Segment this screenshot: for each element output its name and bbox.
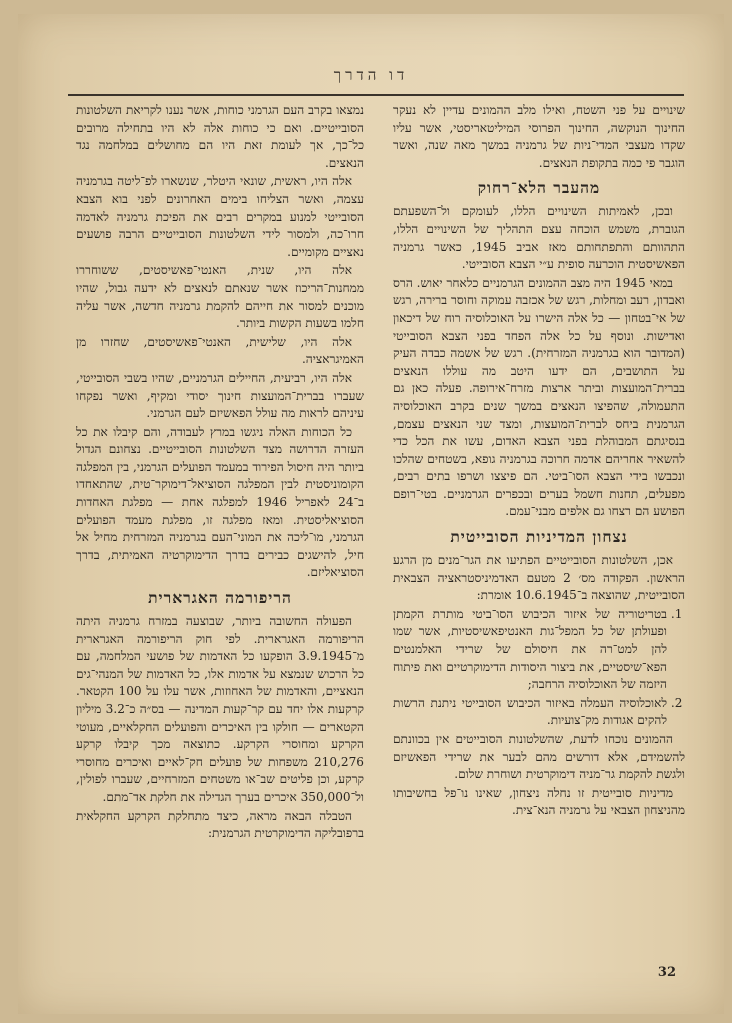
book-page [18, 14, 724, 1014]
section-heading-soviet-policy: נצחון המדיניות הסובייטית [450, 527, 628, 547]
paragraph: ובכן, לאמיתות השינויים הללו, לעומקם ול־השפעתם הגוברת, משמש הוכחה עצם התהליך של השינויים הללו, התהוותם והתפתחותם מאז אביב 1945, כאשר גרמניה הפאשיסטית הוכרעה סופית ע״י הצבא הסובייטי. [393, 204, 685, 272]
paragraph: אלה היו, שלישית, האנטי־פאשיסטים, שחזרו מן האמיגראציה. [76, 334, 364, 367]
running-head: דו הדרך [333, 66, 409, 84]
paragraph: מדיניות סובייטית זו נחלה ניצחון, שאינו נו־פל בחשיבותו מהניצחון הצבאי על גרמניה הנא־צית. [393, 785, 685, 818]
left-column [76, 102, 364, 982]
paragraph: אלה היו, שנית, האנטי־פאשיסטים, ששוחררו ממחנות־הריכוז אשר שנאתם לנאצים לא ידעה גבול, שהיו מוכנים למסור את חייהם להקמת גרמניה חדשה, אשר עליה חלמו בשעות הקשות ביותר. [76, 263, 364, 331]
right-column [393, 102, 685, 972]
page-number: 32 [657, 965, 676, 980]
paragraph: אכן, השלטונות הסובייטיים הפתיעו את הגר־מנים מן הרגע הראשון. הפקודה מס׳ 2 מטעם האדמיניסטראציה הצבאית הסובייטית, שהוצאה ב־10.6.1945 אומרת: [393, 553, 685, 603]
order-list [393, 606, 685, 730]
paragraph: במאי 1945 היה מצב ההמונים הגרמניים כלאחר יאוש. הרס ואבדון, רעב ומחלות, רגש של אכזבה עמוקה וחוסר ברירה, רגש של אי־בטחון — כל אלה הישרו על האוכלוסיה רוח של דיכאון ואדישות. ונוסף על כל אלה הפחד בפני הצבא הסובייטי (המדובר הוא בגרמניה המזרחית). רגש של אשמה כבדה העיק על התושבים, הם ידעו היטב מה עוללו הנאצים בברית־המועצות וביתר ארצות מזרח־אירופה. פעלה כאן גם התעמולה, שהפיצו הנאצים במשך שנים בקרב האוכלוסיה הגרמנית ביחס לברית־המועצות, ומצד שני הנאצים עצמם, בנסיגתם המבוהלת בפני הצבא האדום, עשו את הכל כדי להשאיר אחריהם אדמה חרוכה בגרמניה גופא, בשטחים שהלכו ונכבשו בידי הצבא הסו־ביטי. הם פיצצו ושרפו בתים רבים, מפעלים, תחנות חשמל בערים ובכפרים הגרמניים. בטי־רופם הפושע הם רצחו גם אלפים מבני־עמם. [393, 275, 685, 519]
paragraph: אלה היו, רביעית, החיילים הגרמניים, שהיו בשבי הסובייטי, שעברו בברית־המועצות חינוך יסודי ומקיף, ואשר נפקחו עיניהם לראות מה עולל הפאשיזם לעם הגרמני. [76, 370, 364, 421]
section-heading-recent-past: מהעבר הלא־רחוק [477, 178, 601, 198]
paragraph: הפעולה החשובה ביותר, שבוצעה במזרח גרמניה היתה הריפורמה האגרארית. לפי חוק הריפורמה האגרארית מ־3.9.1945 הופקעו כל האדמות של פושעי המלחמה, עם כל הרכוש שנמצא על אדמות אלו, כל האדמות של המנהי־גים הנאציים, והאדמות של האחוזות, אשר עלו על 100 הקטאר. קרקעות אלו יחד עם קר־קעות המדינה — בס״ה כ־3.2 מיליון הקטארים — חולקו בין האיכרים והפועלים החקלאיים, מעוטי הקרקע ומחוסרי הקרקע. כתוצאה מכך קיבלו קרקע 210,276 משפחות של פועלים חק־לאיים ואיכרים מחוסרי קרקע, וכן פליטים שב־או משטחים המזרחיים, שעברו לפולין, ול־350,000 איכרים בערך הגדילה את חלקת אד־מתם. [76, 614, 364, 804]
list-item: 1. בטריטוריה של איזור הכיבוש הסו־ביטי מותרת הקמתן ופעולתן של כל המפל־גות האנטיפאשיסטיות, אשר שמו להן למט־רה את חיסולם של שרידי האלמנטים הפא־שיסטיים, את ביצור היסודות הדימוקרטיים ואת פיתוח היזמה של האוכלוסיה הרחבה; [393, 606, 667, 694]
paragraph: כל הכוחות האלה ניגשו במרץ לעבודה, והם קיבלו את כל העזרה הדרושה מצד השלטונות הסובייטיים. נצחונם הגדול ביותר היה חיסול הפירוד במעמד הפועלים הגרמני, בין המפלגה הקומוניסטית לבין המפלגה הסוציאל־דימוקר־טית, שהתאחדו ב־24 לאפריל 1946 למפלגה אחת — מפלגת האחדות הסוציאליסטית. ומאז מפלגה זו, מפלגת מעמד הפועלים הגרמני, מו־ליכה את המוני־העם בגרמניה המזרחית מחיל אל חיל, להישגים כבירים בדרך הדימוקרטיה האמיתית, בדרך הסוציאליזם. [76, 424, 364, 580]
paragraph: ההמונים נוכחו לדעת, שהשלטונות הסובייטים אין בכוונתם להשמידם, אלא דורשים מהם לבער את שרידי הפאשיזם ולגשת להקמת גר־מניה דימוקרטית ושוחרת שלום. [393, 732, 685, 782]
right-intro-paragraph: שינויים על פני השטח, ואילו מלב ההמונים עדיין לא נעקר החינוך הנוקשה, החינוך הפרוסי המיליטאריסטי, אשר עליו שקדו מעצבי המדי־ניות של גרמניה במשך מאה שנה, ואשר הוגבר פי כמה בתקופת הנאצים. [393, 103, 685, 170]
paragraph: הטבלה הבאה מראה, כיצד מתחלקת הקרקע החקלאית ברפובליקה הדימוקרטית הגרמנית: [76, 808, 364, 841]
paragraph: אלה היו, ראשית, שונאי היטלר, שנשארו לפ־ליטה בגרמניה עצמה, ואשר הצליחו בימים האחרונים לפני בוא הצבא הסובייטי למנוע במקרים רבים את הפיכת גרמניה לאדמה חרו־כה, ולמסור לידי השלטונות הסובייטיים הרבה פושעים נאציים מקומיים. [76, 174, 364, 259]
header-rule [68, 94, 684, 96]
left-intro-paragraph: נמצאו בקרב העם הגרמני כוחות, אשר נענו לקריאת השלטונות הסובייטיים. ואם כי כוחות אלה לא היו בתחילה מרובים כל־כך, אך לעומת זאת היו הם מחושלים במלחמה נגד הנאצים. [76, 103, 364, 170]
section-heading-agrarian-reform: הריפורמה האגרארית [148, 588, 292, 608]
list-item: 2. לאוכלוסיה העמלה באיזור הכיבוש הסובייטי ניתנת הרשות להקים אגודות מק־צועיות. [393, 695, 667, 730]
